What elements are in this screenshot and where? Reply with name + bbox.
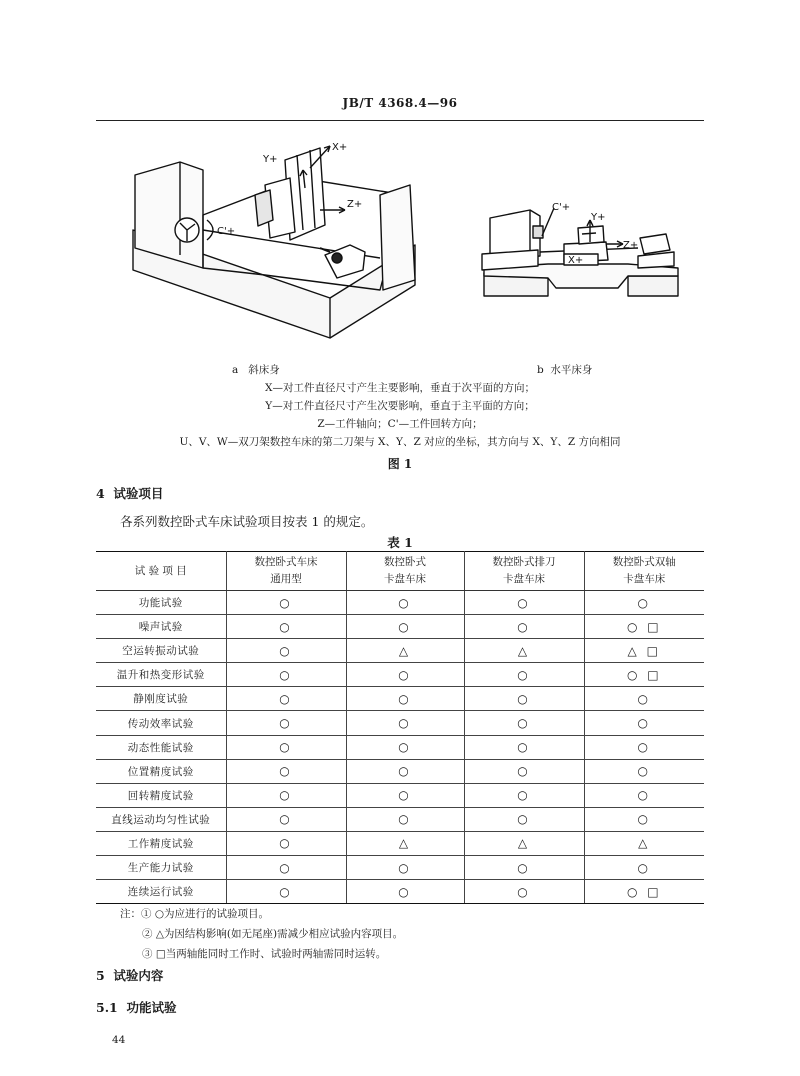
test-item-name: 连续运行试验 — [96, 880, 226, 904]
header-rule — [96, 120, 704, 121]
test-item-name: 位置精度试验 — [96, 759, 226, 783]
table-header-row — [96, 552, 704, 591]
applicability-mark: ○ — [346, 735, 464, 759]
applicability-mark: ○ — [584, 591, 704, 615]
applicability-mark: ○ — [346, 711, 464, 735]
applicability-mark: ○ — [464, 663, 584, 687]
applicability-mark: ○ — [584, 687, 704, 711]
applicability-mark: ○ — [584, 783, 704, 807]
applicability-mark: ○ □ — [584, 880, 704, 904]
table-title: 表 1 — [387, 535, 413, 550]
applicability-mark: ○ — [464, 759, 584, 783]
applicability-mark: ○ — [226, 783, 346, 807]
section-4-text: 各系列数控卧式车床试验项目按表 1 的规定。 — [120, 514, 374, 529]
applicability-mark: ○ — [226, 591, 346, 615]
applicability-mark: ○ — [226, 735, 346, 759]
test-item-name: 功能试验 — [96, 591, 226, 615]
applicability-mark: ○ — [464, 880, 584, 904]
left-axis-c-label: C'+ — [217, 226, 236, 237]
header-gang-tool-chuck-lathe: 数控卧式排刀 卡盘车床 — [464, 552, 584, 591]
legend-line-y: Y—对工件直径尺寸产生次要影响，垂直于主平面的方向； — [265, 400, 535, 412]
applicability-mark: ○ — [346, 615, 464, 639]
applicability-mark: △ — [346, 831, 464, 855]
page-number: 44 — [112, 1034, 126, 1046]
header-test-item: 试 验 项 目 — [96, 552, 226, 591]
applicability-mark: ○ — [464, 856, 584, 880]
table-row — [96, 591, 704, 615]
legend-line-uvw: U、V、W—双刀架数控车床的第二刀架与 X、Y、Z 对应的坐标，其方向与 X、Y、Z 方向相同 — [179, 436, 621, 448]
test-item-name: 回转精度试验 — [96, 783, 226, 807]
table-row — [96, 783, 704, 807]
applicability-mark: ○ — [464, 783, 584, 807]
applicability-mark: ○ — [584, 807, 704, 831]
applicability-mark: △ — [584, 831, 704, 855]
legend-line-x: X—对工件直径尺寸产生主要影响，垂直于次平面的方向； — [265, 382, 535, 394]
applicability-mark: ○ — [346, 759, 464, 783]
right-axis-x-label: X+ — [568, 255, 584, 266]
table-row — [96, 831, 704, 855]
table-row — [96, 687, 704, 711]
applicability-mark: ○ — [464, 711, 584, 735]
section-4-heading: 4 试验项目 — [96, 486, 164, 501]
applicability-mark: ○ □ — [584, 615, 704, 639]
note-1: ① ○为应进行的试验项目。 — [141, 908, 269, 920]
applicability-mark: ○ — [346, 807, 464, 831]
table-row — [96, 807, 704, 831]
page-header: JB/T 4368.4—96 — [342, 96, 458, 110]
figure-b-horizontal-bed-lathe — [478, 198, 688, 300]
right-axis-z-label: Z+ — [623, 240, 639, 251]
applicability-mark: ○ — [346, 591, 464, 615]
applicability-mark: ○ — [226, 831, 346, 855]
table-row — [96, 880, 704, 904]
applicability-mark: ○ — [346, 856, 464, 880]
left-axis-x-label: X+ — [332, 142, 348, 153]
applicability-mark: ○ □ — [584, 663, 704, 687]
applicability-mark: ○ — [226, 856, 346, 880]
table-row — [96, 711, 704, 735]
right-axis-y-label: Y+ — [591, 212, 606, 223]
applicability-mark: ○ — [226, 807, 346, 831]
test-item-name: 工作精度试验 — [96, 831, 226, 855]
header-twin-spindle-chuck-lathe: 数控卧式双轴 卡盘车床 — [584, 552, 704, 591]
test-item-name: 温升和热变形试验 — [96, 663, 226, 687]
applicability-mark: ○ — [226, 759, 346, 783]
applicability-mark: ○ — [346, 880, 464, 904]
table-row — [96, 759, 704, 783]
notes-label: 注： — [120, 908, 141, 920]
applicability-mark: ○ — [346, 663, 464, 687]
test-item-name: 直线运动均匀性试验 — [96, 807, 226, 831]
right-axis-c-label: C'+ — [552, 202, 571, 213]
applicability-mark: ○ — [226, 663, 346, 687]
table-row — [96, 615, 704, 639]
figure-title: 图 1 — [387, 457, 413, 471]
applicability-mark: ○ — [464, 687, 584, 711]
section-5-heading: 5 试验内容 — [96, 968, 164, 983]
applicability-mark: ○ — [226, 711, 346, 735]
applicability-mark: ○ — [584, 735, 704, 759]
caption-a: a 斜床身 — [232, 364, 280, 376]
test-item-name: 动态性能试验 — [96, 735, 226, 759]
section-5-1-heading: 5.1 功能试验 — [96, 1000, 177, 1015]
applicability-mark: ○ — [464, 735, 584, 759]
applicability-mark: ○ — [346, 783, 464, 807]
note-2: ② △为因结构影响(如无尾座)需减少相应试验内容项目。 — [142, 928, 404, 940]
applicability-mark: △ □ — [584, 639, 704, 663]
test-item-name: 静刚度试验 — [96, 687, 226, 711]
applicability-mark: △ — [464, 831, 584, 855]
note-3: ③ □当两轴能同时工作时、试验时两轴需同时运转。 — [142, 948, 387, 960]
table-row — [96, 663, 704, 687]
table-row — [96, 639, 704, 663]
applicability-mark: ○ — [226, 687, 346, 711]
caption-b: b 水平床身 — [537, 364, 593, 376]
table-notes — [120, 904, 403, 964]
test-item-name: 空运转振动试验 — [96, 639, 226, 663]
applicability-mark: ○ — [464, 615, 584, 639]
header-chuck-lathe: 数控卧式 卡盘车床 — [346, 552, 464, 591]
left-axis-y-label: Y+ — [263, 154, 278, 165]
applicability-mark: △ — [464, 639, 584, 663]
figure-a-slant-bed-lathe — [125, 140, 425, 345]
applicability-mark: △ — [346, 639, 464, 663]
table-row — [96, 856, 704, 880]
applicability-mark: ○ — [226, 880, 346, 904]
test-item-name: 传动效率试验 — [96, 711, 226, 735]
test-item-name: 生产能力试验 — [96, 856, 226, 880]
left-axis-z-label: Z+ — [347, 199, 363, 210]
applicability-mark: ○ — [226, 639, 346, 663]
applicability-mark: ○ — [584, 711, 704, 735]
test-items-table — [96, 551, 704, 904]
applicability-mark: ○ — [464, 807, 584, 831]
applicability-mark: ○ — [464, 591, 584, 615]
applicability-mark: ○ — [584, 759, 704, 783]
header-general-type: 数控卧式车床 通用型 — [226, 552, 346, 591]
test-item-name: 噪声试验 — [96, 615, 226, 639]
table-row — [96, 735, 704, 759]
applicability-mark: ○ — [226, 615, 346, 639]
legend-line-z: Z—工件轴向；C'—工件回转方向； — [317, 418, 483, 430]
applicability-mark: ○ — [346, 687, 464, 711]
applicability-mark: ○ — [584, 856, 704, 880]
